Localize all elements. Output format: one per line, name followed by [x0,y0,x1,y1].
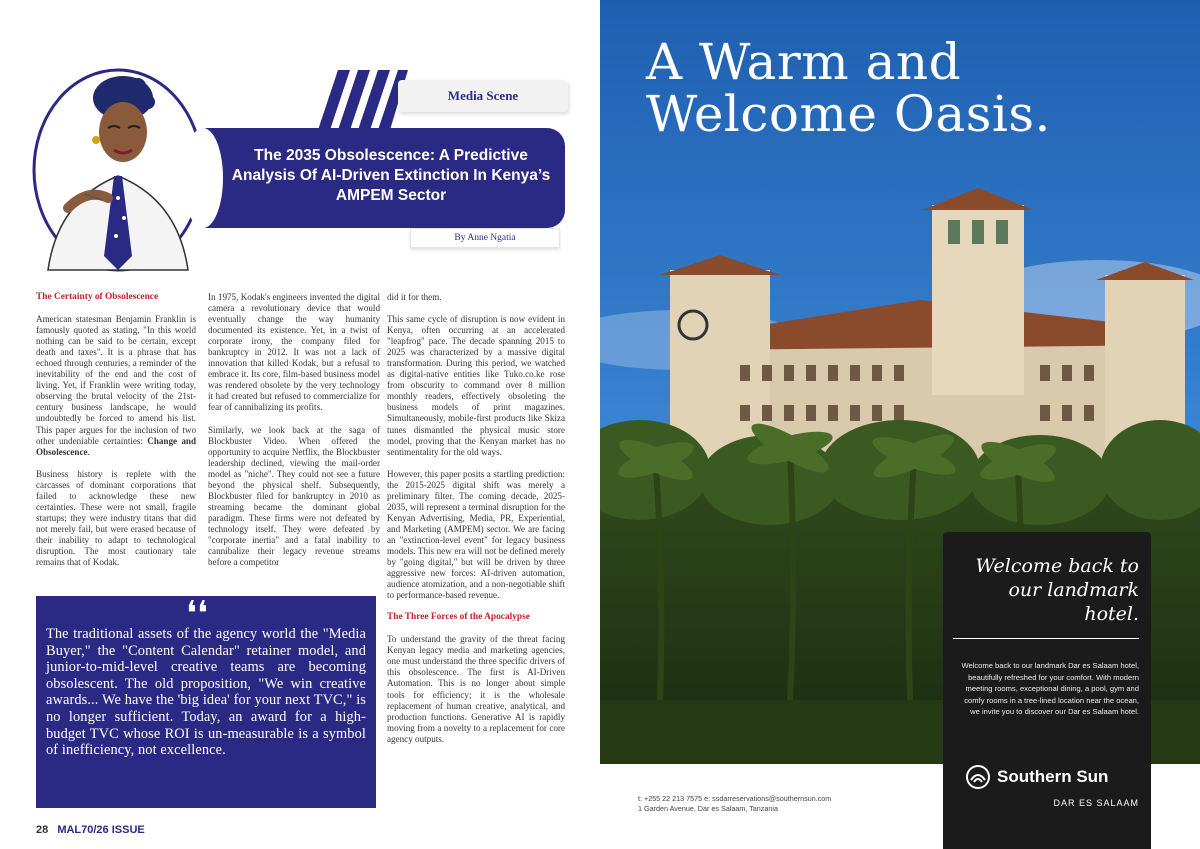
page-number: 28 [36,824,49,836]
sun-logo-icon [965,764,991,790]
card-tagline: Welcome back to our landmark hotel. [975,555,1139,625]
right-page-advert [600,0,1200,849]
paragraph: Similarly, we look back at the saga of Blockbuster Video. When offered the opportunity to acquire Netflix, the Blockbuster leadership declined, viewing the mail-order model as "niche". They could not see a future beyond the physical shelf. Subsequently, Blockbuster filed for bankruptcy in 2010 as streaming became the dominant global paradigm. These firms were not defeated by technology itself. They were defeated by "corporate inertia" and a fatal inability to cannibalize their legacy revenue streams before a competitor [208,424,380,568]
paragraph: American statesman Benjamin Franklin is famously quoted as stating, "In this world nothing can be said to be certain, except death and taxes". It is a phrase that has echoed through centuries, a reminder of the inevitability of the end and the cost of living. Yet, if Franklin were writing today, observing the brutal velocity of the 21st-century business landscape, he would undoubtedly be forced to amend his list. This paper argues for the inclusion of two other undeniable certainties: Change and Obsolescence. [36,314,197,457]
page-footer [36,824,145,836]
brand-location: DAR ES SALAAM [1053,798,1139,808]
advert-headline [646,33,1166,143]
section-heading: The Certainty of Obsolescence [36,292,159,302]
author-portrait-illustration [28,58,208,278]
paragraph: However, this paper posits a startling prediction: the 2015-2025 digital shift was merely a preliminary filter. The coming decade, 2025-2035, will represent a terminal disruption for the Kenyan Advertising, Media, PR, Experiential, and Marketing (AMPEM) sector. We are facing an "extinction-level event" for legacy business models. This new era will not be defined merely by "going digital," but will be driven by three aggressive new forces: AI-driven automation, audience atomization, and a non-negotiable shift to performance-based revenue. [387,468,565,601]
issue-label: MAL70/26 ISSUE [57,824,145,836]
headline-line: Welcome Oasis. [646,85,1051,143]
hotel-info-card [943,532,1151,849]
section-tag: Media Scene [398,80,568,112]
divider [953,638,1139,639]
brand-logo [965,764,1108,790]
paragraph: This same cycle of disruption is now evident in Kenya, often occurring at an accelerated "leapfrog" pace. The decade spanning 2015 to 2025 was characterized by a massive digital transformation. During this period, we watched as digital-native entities like Tuko.co.ke rose from obscurity to command over 8 million monthly readers, effectively obsoleting the business models of print magazines. Simultaneously, mobile-first products like Skiza tunes dismantled the physical music store model, proving that the Kenyan market has no sentimentality for the old ways. [387,314,565,457]
author-byline: By Anne Ngatia [410,228,560,248]
text-column-3 [387,292,565,756]
decorative-stripes [318,70,408,130]
contact-line: t: +255 22 213 7575 e: ssdarreservations@southernsun.com [638,794,832,803]
text-column-1 [36,292,196,579]
brand-name: Southern Sun [997,767,1109,786]
headline-line: A Warm and [646,33,962,91]
pull-quote-text: The traditional assets of the agency world the "Media Buyer," the "Content Calendar" retainer model, and junior-to-mid-level creative teams are becoming obsolescent. The old proposition, "We win creative awards... We have the 'big idea' for your next TVC," is no longer sufficient. Today, an award for a high-budget TVC whose ROI is un-measurable is a symbol of inefficiency, not excellence. [46,626,366,759]
bold-phrase: Change and Obsolescence [36,435,197,457]
paragraph: In 1975, Kodak's engineers invented the digital camera a revolutionary device that would eventually change the way humanity documented its existence. Yet, in a twist of corporate irony, the company filed for bankruptcy in 2012. It was not a lack of innovation that killed Kodak, but a refusal to embrace it. Its core, film-based business model was rendered obsolete by the very technology it had created but refused to commercialize for fear of cannibalizing its profits. [208,292,380,413]
contact-details [638,794,831,814]
paragraph: Business history is replete with the carcasses of dominant corporations that failed to acknowledge these new certainties. These were not small, fragile startups; they were industry titans that did not merely fail, but were erased because of their inability to adapt to technological disruption. The most cautionary tale remains that of Kodak. [36,468,196,568]
article-title-banner [205,128,565,228]
text-column-2 [208,292,380,579]
paragraph: To understand the gravity of the threat facing Kenyan legacy media and marketing agencies, one must understand the three specific drivers of this obsolescence. The first is AI-Driven Automation. This is no longer about simple tools for efficiency; it is the wholesale replacement of human creative, analytical, and production functions. Generative AI is rapidly moving from a novelty to a replacement for core agency outputs. [387,634,565,744]
paragraph: did it for them. [387,292,442,302]
article-title: The 2035 Obsolescence: A Predictive Analysis Of AI-Driven Extinction In Kenya’s AMPEM Sector [231,147,551,204]
pull-quote-box [36,596,376,808]
quote-icon: ❛❛ [186,596,208,633]
card-body-text: Welcome back to our landmark Dar es Salaam hotel, beautifully refreshed for your comfort. With modern meeting rooms, exceptional dining, a pool, gym and comfy rooms in a tree-lined location near the ocean, we invite you to discover our Dar es Salaam hotel. [961,661,1139,716]
section-heading: The Three Forces of the Apocalypse [387,612,530,623]
contact-line: 1 Garden Avenue, Dar es Salaam, Tanzania [638,804,778,813]
